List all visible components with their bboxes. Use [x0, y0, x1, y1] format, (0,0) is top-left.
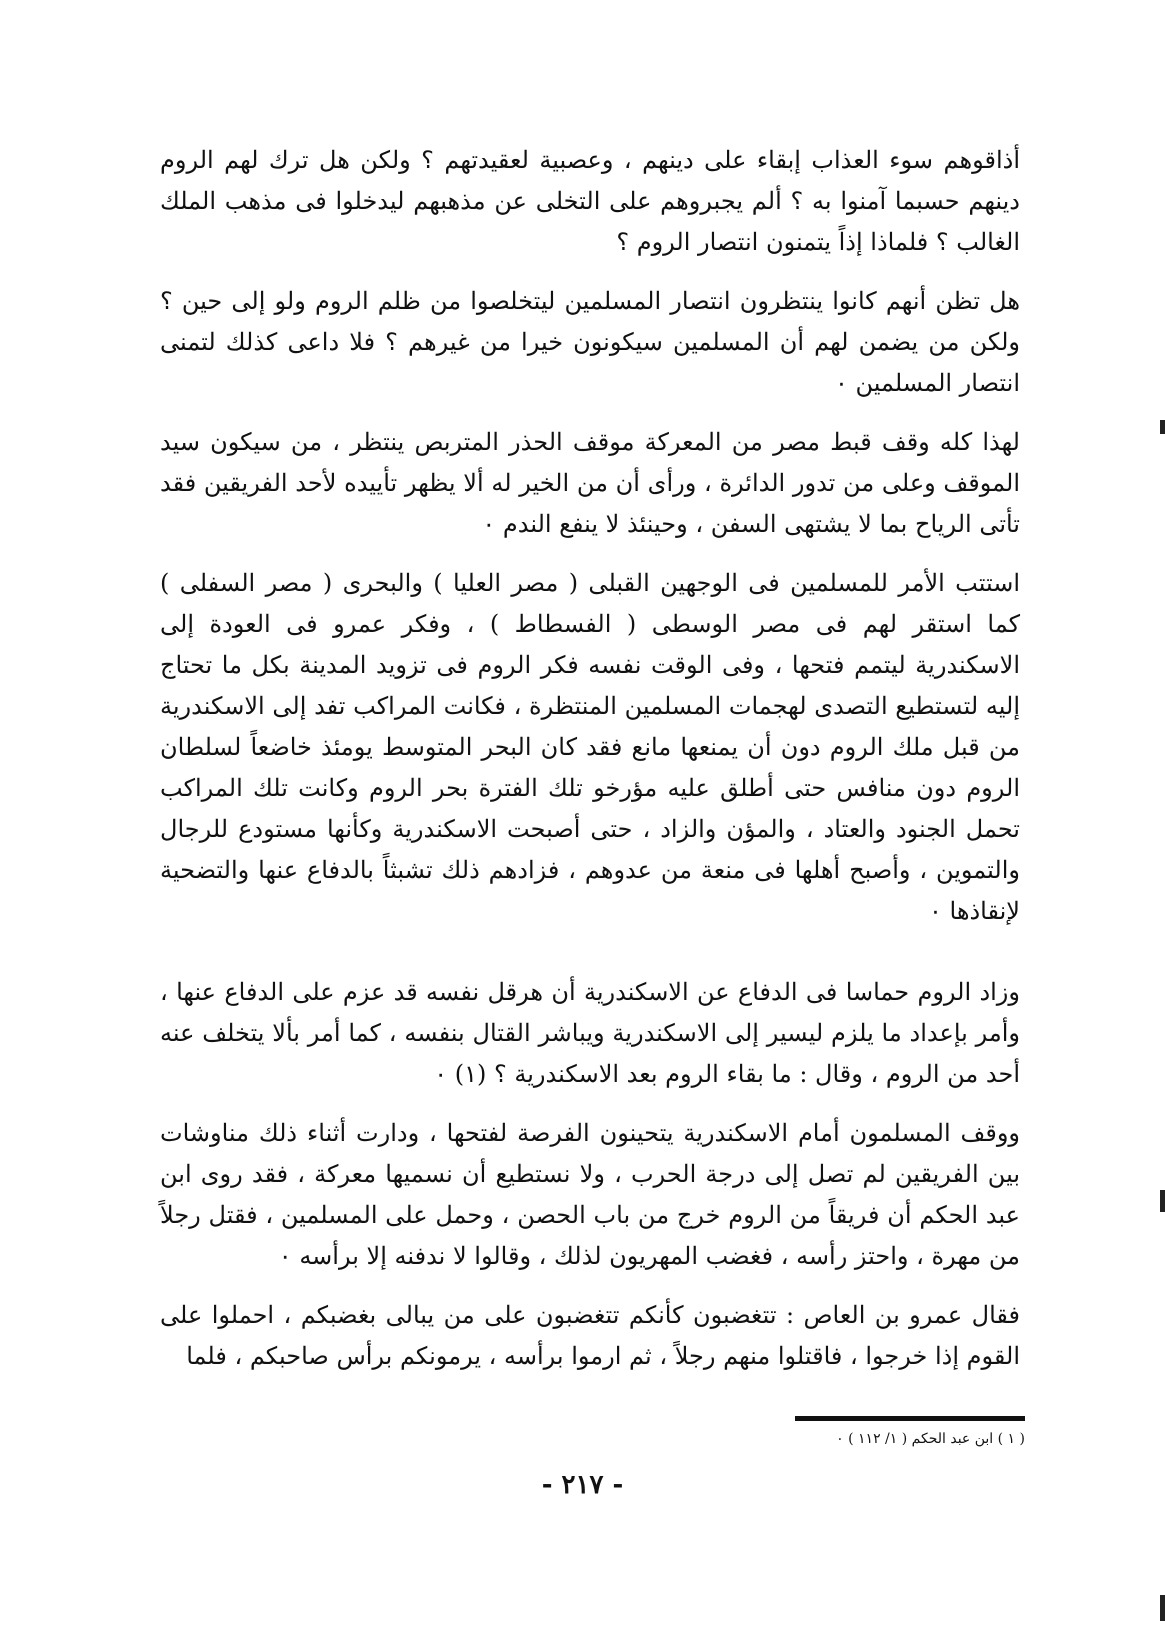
scan-edge-mark-bottom — [1160, 1595, 1165, 1621]
footnote: ( ١ ) ابن عبد الحكم ( ١/ ١١٢ ) ٠ — [836, 1431, 1025, 1447]
paragraph-5: وزاد الروم حماسا فى الدفاع عن الاسكندرية أن هرقل نفسه قد عزم على الدفاع عنها ، وأمر بإعداد ما يلزم ليسير إلى الاسكندرية ويباشر القتال بنفسه ، كما أمر بألا يتخلف عنه أحد من الروم ، وقال : ما بقاء الروم بعد الاسكندرية ؟ (١) ٠ — [160, 978, 1020, 1088]
paragraph-2: هل تظن أنهم كانوا ينتظرون انتصار المسلمين ليتخلصوا من ظلم الروم ولو إلى حين ؟ ولكن من يضمن لهم أن المسلمين سيكونون خيرا من غيرهم ؟ فلا داعى كذلك لتمنى انتصار المسلمين ٠ — [160, 287, 1020, 397]
paragraph-gap — [160, 950, 1020, 972]
scan-edge-mark-top — [1160, 420, 1165, 434]
paragraph-6: ووقف المسلمون أمام الاسكندرية يتحينون الفرصة لفتحها ، ودارت أثناء ذلك مناوشات بين الفريقين لم تصل إلى درجة الحرب ، ولا نستطيع أن نسميها معركة ، فقد روى ابن عبد الحكم أن فريقاً من الروم خرج من باب الحصن ، وحمل على المسلمين ، فقتل رجلاً من مهرة ، واحتز رأسه ، فغضب المهريون لذلك ، وقالوا لا ندفنه إلا برأسه ٠ — [160, 1119, 1021, 1270]
paragraph-4: استتب الأمر للمسلمين فى الوجهين القبلى ( مصر العليا ) والبحرى ( مصر السفلى ) كما استقر لهم فى مصر الوسطى ( الفسطاط ) ، وفكر عمرو فى العودة إلى الاسكندرية ليتمم فتحها ، وفى الوقت نفسه فكر الروم فى تزويد المدينة بكل ما تحتاج إليه لتستطيع التصدى لهجمات المسلمين المنتظرة ، فكانت المراكب تفد إلى الاسكندرية من قبل ملك الروم دون أن يمنعها مانع فقد كان البحر المتوسط يومئذ خاضعاً لسلطان الروم دون منافس حتى أطلق عليه مؤرخو تلك الفترة بحر الروم وكانت تلك المراكب تحمل الجنود والعتاد ، والمؤن والزاد ، حتى أصبحت الاسكندرية وكأنها مستودع للرجال والتموين ، وأصبح أهلها فى منعة من عدوهم ، فزادهم ذلك تشبثاً بالدفاع عنها والتضحية لإنقاذها ٠ — [160, 569, 1020, 925]
page-number: - ٢١٧ - — [541, 1470, 624, 1500]
document-body — [160, 140, 1020, 1395]
paragraph-7: فقال عمرو بن العاص : تتغضبون كأنكم تتغضبون على من يبالى بغضبكم ، احملوا على القوم إذا خرجوا ، فاقتلوا منهم رجلاً ، ثم ارموا برأسه ، يرمونكم برأس صاحبكم ، فلما — [160, 1301, 1020, 1370]
scan-edge-mark-middle — [1160, 1190, 1165, 1212]
paragraph-1: أذاقوهم سوء العذاب إبقاء على دينهم ، وعصبية لعقيدتهم ؟ ولكن هل ترك لهم الروم دينهم حسبما آمنوا به ؟ ألم يجبروهم على التخلى عن مذهبهم ليدخلوا فى مذهب الملك الغالب ؟ فلماذا إذاً يتمنون انتصار الروم ؟ — [160, 146, 1020, 256]
paragraph-3: لهذا كله وقف قبط مصر من المعركة موقف الحذر المتربص ينتظر ، من سيكون سيد الموقف وعلى من تدور الدائرة ، ورأى أن من الخير له ألا يظهر تأييده لأحد الفريقين فقد تأتى الرياح بما لا يشتهى السفن ، وحينئذ لا ينفع الندم ٠ — [160, 428, 1020, 538]
footnote-divider — [795, 1416, 1025, 1421]
